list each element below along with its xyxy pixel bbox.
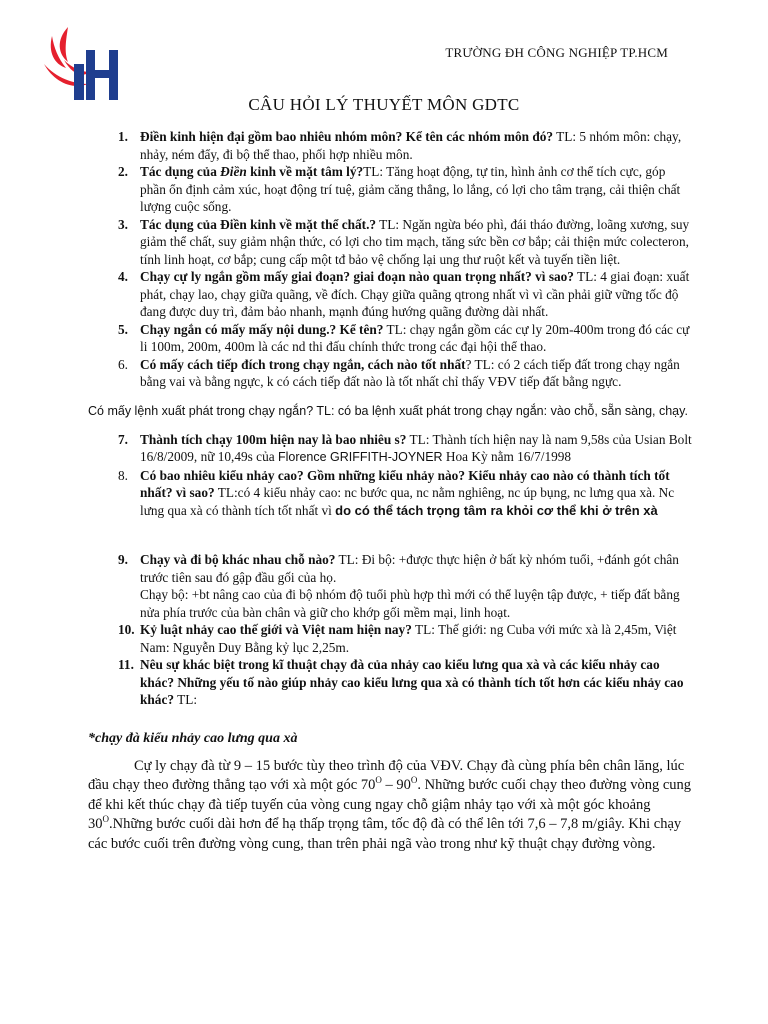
question-item: 7. Thành tích chạy 100m hiện nay là bao nhiêu s? TL: Thành tích hiện nay là nam 9,58s của Usian Bolt 16/8/2009, nữ 10,49s của Florence GRIFFITH-JOYNER Hoa Kỳ nằm 16/7/1998 <box>118 431 692 464</box>
note-paragraph: Có mấy lệnh xuất phát trong chạy ngắn? TL: có ba lệnh xuất phát trong chạy ngắn: vào chỗ, sẵn sàng, chạy. <box>88 403 688 418</box>
question-item: 1. Điền kinh hiện đại gồm bao nhiêu nhóm môn? Kể tên các nhóm môn đó? TL: 5 nhóm môn: chạy, nhảy, ném đẩy, đi bộ thể thao, phối hợp nhiều môn. <box>118 129 682 162</box>
question-item: 9. Chạy và đi bộ khác nhau chỗ nào? TL: Đi bộ: +được thực hiện ở bất kỳ nhóm tuổi, +đánh gót chân trước tiên sau đó gập đầu gối của họ. Chạy bộ: +bt nâng cao của đi bộ nhóm độ tuổi phù hợp thì mới có thể luyện tập được, + tiếp đất bằng nửa phía trước của bàn chân và giữ cho khớp gối mềm mại, linh hoạt. <box>118 552 680 620</box>
question-item: 10. Kỷ luật nhảy cao thế giới và Việt nam hiện nay? TL: Thế giới: ng Cuba với mức xà là 2,45m, Việt Nam: Nguyễn Duy Bằng kỷ lục 2,25m. <box>118 622 677 655</box>
page-title: CÂU HỎI LÝ THUYẾT MÔN GDTC <box>248 95 520 114</box>
section-heading: *chạy đà kiểu nhảy cao lưng qua xà <box>88 730 298 746</box>
school-name: TRƯỜNG ĐH CÔNG NGHIỆP TP.HCM <box>445 45 668 60</box>
question-item: 2. Tác dụng của Điền kinh về mặt tâm lý?TL: Tăng hoạt động, tự tin, hình ảnh cơ thể tích cực, góp phần ổn định cảm xúc, hoạt động trí tuệ, giảm căng thẳng, lo lắng, có lợi cho tâm trạng, cải thiện chất lượng cuộc sống. <box>118 164 681 214</box>
body-paragraph: Cự ly chạy đà từ 9 – 15 bước tùy theo trình độ của VĐV. Chạy đà cùng phía bên chân lăng, lúc đầu chạy theo đường thẳng tạo với xà một góc $70^O - 90^O$. Những bước cuối chạy theo đường vòng cung để khi kết thúc chạy đà tiếp tuyến của vòng cung ngay chỗ giậm nhảy tạo với xà một góc khoảng $30^O.Những$ bước cuối dài hơn để hạ thấp trọng tâm, tốc độ đà có thể lên tới 7,6 – 7,8 m/giây. Khi chạy các bước cuối trên đường vòng cung, than trên phải ngã vào trong như kỹ thuật chạy đường vòng. <box>88 757 692 852</box>
document-body <box>0 128 768 854</box>
question-item: 4. Chạy cự ly ngắn gồm mấy giai đoạn? giai đoạn nào quan trọng nhất? vì sao? TL: 4 giai đoạn: xuất phát, chạy lao, chạy giữa quãng, về đích. Chạy giữa quãng qtrong nhất vì vì cần phải giữ vững tốc độ đang được duy trì, đảm bảo nhanh, mạnh đúng hướng quãng đường dài nhất. <box>118 269 690 319</box>
question-item: 11. Nêu sự khác biệt trong kĩ thuật chạy đà của nhảy cao kiểu lưng qua xà và các kiểu nhảy cao khác? Những yếu tố nào giúp nhảy cao kiểu lưng qua xà có thành tích tốt hơn các kiểu nhảy cao khác? TL: <box>118 657 684 707</box>
question-item: 3. Tác dụng của Điền kinh về mặt thể chất.? TL: Ngăn ngừa béo phì, đái tháo đường, loãng xương, suy giảm thể chất, suy giảm nhận thức, có lợi cho tim mạch, tăng sức bền cơ bắp; cải thiện mức colecteron, tính linh hoạt, cơ bắp; cung cấp một tđ bảo vệ chống lại ung thư ruột kết và tuyến tiền liệt. <box>118 216 690 267</box>
question-item: 5. Chạy ngắn có mấy mấy nội dung.? Kể tên? TL: chạy ngắn gồm các cự ly 20m-400m trong đó các cự li 100m, 200m, 400m là các nd thi đấu chính thức trong các đại hội thể thao. <box>118 321 690 354</box>
question-item: 6. Có mấy cách tiếp đích trong chạy ngắn, cách nào tốt nhất? TL: có 2 cách tiếp đất trong chạy ngắn bằng vai và bằng ngực, k có cách tiếp đất nào là tốt nhất chỉ thấy VĐV tiếp đất bằng ngực. <box>118 356 680 389</box>
question-item: 8. Có bao nhiêu kiểu nhảy cao? Gồm những kiểu nhảy nào? Kiểu nhảy cao nào có thành tích tốt nhất? vì sao? TL:có 4 kiểu nhảy cao: nc bước qua, nc nằm nghiêng, nc úp bụng, nc lưng qua xà. Nc lưng qua xà có thành tích tốt nhất vì do có thể tách trọng tâm ra khỏi cơ thể khi ở trên xà <box>118 467 675 518</box>
spacer <box>0 519 768 551</box>
